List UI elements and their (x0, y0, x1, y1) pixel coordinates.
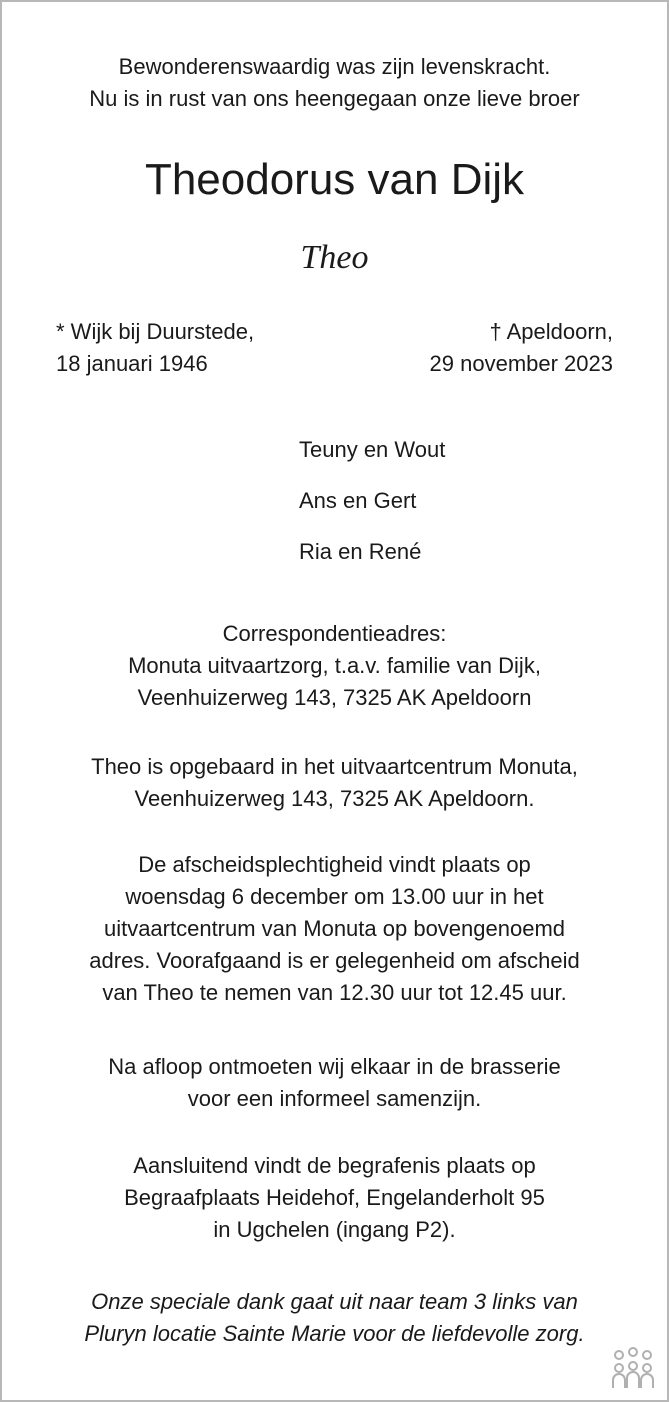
nickname: Theo (300, 239, 369, 276)
birth-date: 18 januari 1946 (56, 351, 208, 376)
family-member: Teuny en Wout (299, 437, 446, 462)
after-line: Na afloop ontmoeten wij elkaar in de brasserie (108, 1054, 561, 1079)
after-line: voor een informeel samenzijn. (187, 1086, 482, 1111)
deceased-name: Theodorus van Dijk (144, 155, 525, 204)
correspondence-line: Monuta uitvaartzorg, t.a.v. familie van Dijk, (128, 653, 541, 678)
thanks-line: Pluryn locatie Sainte Marie voor de liefdevolle zorg. (84, 1321, 585, 1346)
farewell-line: woensdag 6 december om 13.00 uur in het (125, 884, 544, 909)
farewell-line: adres. Voorafgaand is er gelegenheid om afscheid (89, 948, 580, 973)
correspondence-line: Correspondentieadres: (222, 621, 447, 646)
intro-line: Bewonderenswaardig was zijn levenskracht. (118, 54, 551, 79)
birth-info (56, 316, 254, 380)
correspondence-line: Veenhuizerweg 143, 7325 AK Apeldoorn (137, 685, 532, 710)
thanks-line: Onze speciale dank gaat uit naar team 3 links van (91, 1289, 578, 1314)
death-info (430, 316, 613, 380)
correspondence-address (0, 618, 669, 714)
burial-info (0, 1150, 669, 1246)
farewell-info (0, 849, 669, 1009)
laid-out-line: Theo is opgebaard in het uitvaartcentrum Monuta, (91, 754, 578, 779)
farewell-line: van Theo te nemen van 12.30 uur tot 12.45 uur. (102, 980, 567, 1005)
farewell-line: uitvaartcentrum van Monuta op bovengenoemd (103, 916, 566, 941)
family-member: Ria en René (299, 539, 422, 564)
laid-out-line: Veenhuizerweg 143, 7325 AK Apeldoorn. (134, 786, 535, 811)
people-group-icon (610, 1346, 656, 1390)
burial-line: in Ugchelen (ingang P2). (213, 1217, 456, 1242)
family-member: Ans en Gert (299, 488, 417, 513)
intro-line: Nu is in rust van ons heengegaan onze lieve broer (89, 86, 580, 111)
laid-out-info (0, 751, 669, 815)
burial-line: Aansluitend vindt de begrafenis plaats op (133, 1153, 536, 1178)
intro-text (0, 51, 669, 115)
death-place: † Apeldoorn, (489, 319, 613, 344)
birth-place: * Wijk bij Duurstede, (56, 319, 255, 344)
death-date: 29 november 2023 (429, 351, 613, 376)
thanks-text (0, 1286, 669, 1350)
after-info (0, 1051, 669, 1115)
burial-line: Begraafplaats Heidehof, Engelanderholt 95 (124, 1185, 545, 1210)
farewell-line: De afscheidsplechtigheid vindt plaats op (138, 852, 531, 877)
